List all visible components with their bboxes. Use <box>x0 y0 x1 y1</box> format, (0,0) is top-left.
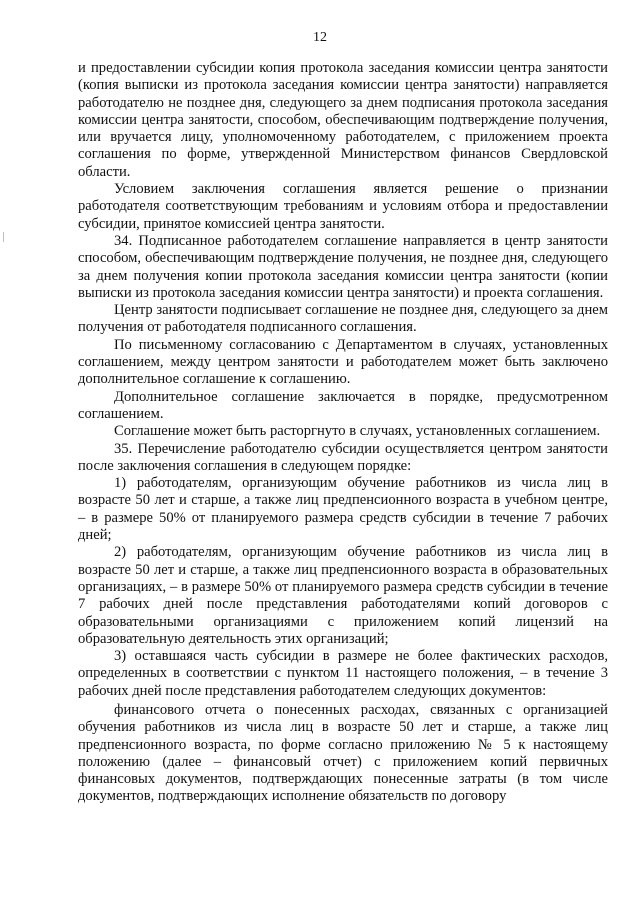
paragraph-financial-report: финансового отчета о понесенных расходах, связанных с организацией обучения работников из числа лиц в возрасте 50 лет и старше, а также лиц предпенсионного возраста, по форме согласно приложению № 5 к настоящему положению (далее – финансовый отчет) с приложением копий первичных финансовых документов, подтверждающих понесенные затраты (в том числе документов, подтверждающих исполнение обязательств по договору <box>78 701 608 805</box>
paragraph-center-signs: Центр занятости подписывает соглашение не позднее дня, следующего за днем получения от работодателя подписанного соглашения. <box>78 302 608 336</box>
document-body <box>78 60 608 806</box>
page-number: 12 <box>313 30 327 45</box>
paragraph-condition: Условием заключения соглашения является решение о признании работодателя соответствующим требованиям и условиям отбора и предоставлении субсидии, принятое комиссией центра занятости. <box>78 181 608 232</box>
paragraph-35-item-2: 2) работодателям, организующим обучение работников из числа лиц в возрасте 50 лет и старше, а также лиц предпенсионного возраста в образовательных организациях, – в размере 50% от планируемого размера средств субсидии в течение 7 рабочих дней после представления работодателями копий договоров с образовательными организациями с приложением копий лицензий на образовательную деятельность этих организаций; <box>78 544 608 647</box>
paragraph-termination: Соглашение может быть расторгнуто в случаях, установленных соглашением. <box>114 423 601 440</box>
paragraph-additional-agreement-order: Дополнительное соглашение заключается в порядке, предусмотренном соглашением. <box>78 388 608 422</box>
paragraph-35-item-3: 3) оставшаяся часть субсидии в размере не более фактических расходов, определенных в соответствии с пунктом 11 настоящего положения, – в течение 3 рабочих дней после представления работодателем следующих документов: <box>78 648 608 699</box>
paragraph-34: 34. Подписанное работодателем соглашение направляется в центр занятости способом, обеспечивающим подтверждение получения, не позднее дня, следующего за днем получения копии протокола заседания комиссии центра занятости (копии выписки из протокола заседания комиссии центра занятости) и проекта соглашения. <box>78 232 608 301</box>
paragraph-additional-agreement: По письменному согласованию с Департаментом в случаях, установленных соглашением, между центром занятости и работодателем может быть заключено дополнительное соглашение к соглашению. <box>78 336 608 388</box>
margin-mark <box>3 232 4 242</box>
paragraph-35-item-1: 1) работодателям, организующим обучение работников из числа лиц в возрасте 50 лет и старше, а также лиц предпенсионного возраста в учебном центре, – в размере 50% от планируемого размера средств субсидии в течение 7 рабочих дней; <box>78 475 608 544</box>
paragraph-continuation: и предоставлении субсидии копия протокола заседания комиссии центра занятости (копия выписки из протокола заседания комиссии центра занятости) направляется работодателю не позднее дня, следующего за днем подписания протокола заседания комиссии центра занятости, способом, обеспечивающим подтверждение получения, или вручается лицу, уполномоченному работодателем, с приложением проекта соглашения по форме, утвержденной Министерством финансов Свердловской области. <box>78 60 608 180</box>
paragraph-35: 35. Перечисление работодателю субсидии осуществляется центром занятости после заключения соглашения в следующем порядке: <box>78 440 608 474</box>
